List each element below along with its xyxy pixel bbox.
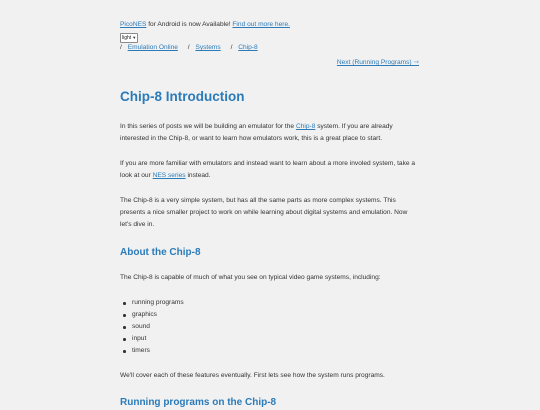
breadcrumb	[120, 42, 266, 54]
breadcrumb-emulation-online[interactable]: Emulation Online	[127, 44, 178, 51]
intro-paragraph-3: The Chip-8 is a very simple system, but has all the same parts as more complex systems. This presents a nice smaller project to work on while learning about digital systems and emulation. Now let's dive in.	[120, 197, 408, 228]
chevron-down-icon: ▼	[132, 35, 137, 40]
list-item: input	[132, 333, 184, 345]
running-programs-heading: Running programs on the Chip-8	[120, 397, 277, 408]
breadcrumb-chip-8[interactable]: Chip-8	[238, 44, 258, 51]
breadcrumb-systems[interactable]: Systems	[195, 44, 221, 51]
intro-p1-text-a: In this series of posts we will be building an emulator for the	[120, 123, 296, 130]
next-page-link[interactable]: Next (Running Programs) ⇾	[336, 59, 419, 66]
list-item: graphics	[132, 309, 184, 321]
breadcrumb-separator: /	[120, 44, 122, 51]
chip-8-link[interactable]: Chip-8	[295, 123, 316, 130]
theme-select-value: light	[122, 35, 132, 41]
intro-paragraph-2	[120, 158, 419, 182]
banner-text: for Android is now Available!	[146, 21, 233, 28]
find-out-more-link[interactable]: Find out more here.	[232, 21, 290, 28]
list-item: sound	[132, 321, 184, 333]
intro-p2-text-b: instead.	[185, 172, 211, 179]
feature-list	[120, 297, 184, 357]
about-paragraph-2: We'll cover each of these features eventually. First lets see how the system runs programs.	[120, 372, 385, 379]
intro-p2-text-a: If you are more familiar with emulators and instead want to learn about a more involed system, take a look at our	[120, 160, 416, 179]
breadcrumb-separator: /	[187, 44, 190, 51]
list-item: timers	[132, 345, 184, 357]
announcement-banner	[120, 19, 290, 31]
breadcrumb-separator: /	[230, 44, 233, 51]
piconeslink[interactable]: PicoNES	[120, 21, 147, 28]
intro-p1-text-b: system. If you are already interested in the Chip-8, or want to learn how emulators work, this is a great place to start.	[120, 123, 393, 142]
intro-paragraph-1	[120, 121, 419, 145]
page-title: Chip-8 Introduction	[120, 89, 245, 104]
list-item: running programs	[132, 297, 184, 309]
about-paragraph-1: The Chip-8 is capable of much of what you see on typical video game systems, including:	[120, 274, 381, 281]
about-heading: About the Chip-8	[120, 247, 201, 258]
nes-series-link[interactable]: NES series	[152, 172, 186, 179]
